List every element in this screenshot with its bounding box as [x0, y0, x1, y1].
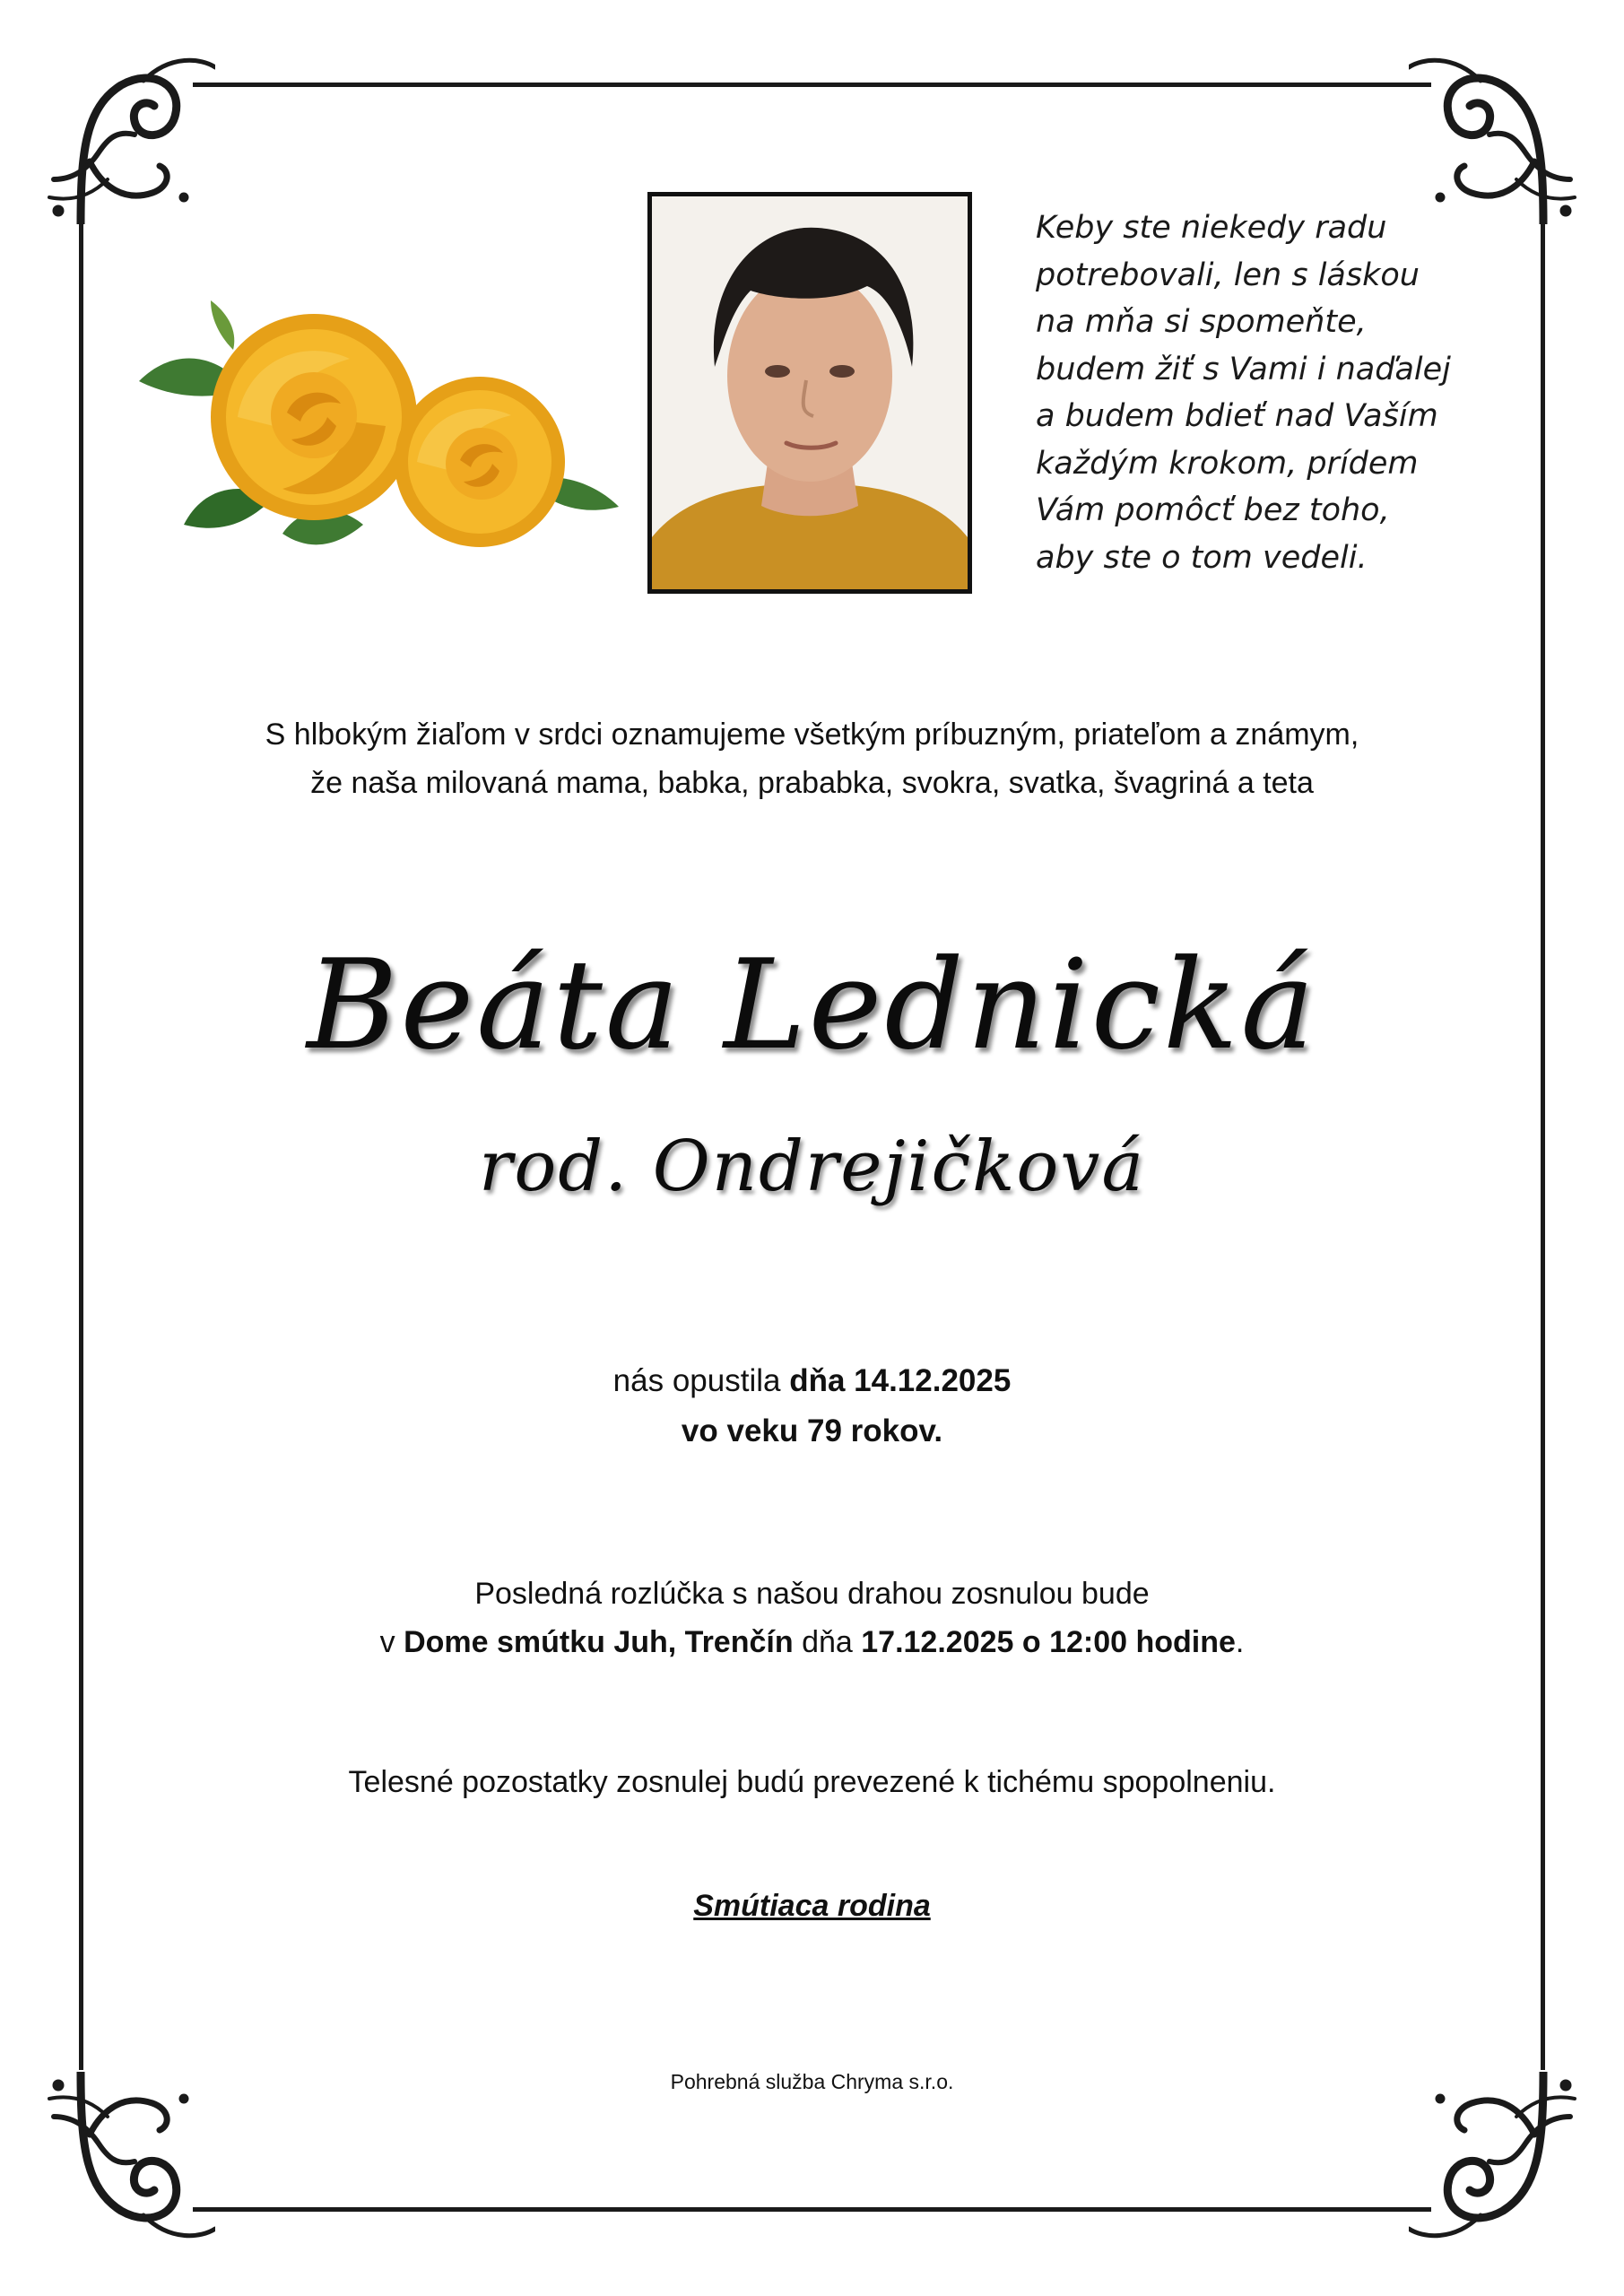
yellow-roses-image — [121, 291, 623, 578]
death-date-line — [0, 1356, 1624, 1406]
poem-line: budem žiť s Vami i naďalej — [1036, 351, 1451, 387]
corner-ornament-top-left — [36, 45, 215, 224]
death-age-text: vo veku 79 rokov. — [681, 1413, 943, 1448]
death-prefix: nás opustila — [612, 1363, 781, 1398]
intro-line-1: S hlbokým žiaľom v srdci oznamujeme všetkým príbuzným, priateľom a známym, — [265, 718, 1359, 752]
poem-line: Vám pomôcť bez toho, — [1036, 492, 1390, 528]
remains-note: Telesné pozostatky zosnulej budú prevezené k tichému spopolneniu. — [348, 1765, 1276, 1799]
corner-ornament-top-right — [1409, 45, 1588, 224]
corner-ornament-bottom-right — [1409, 2072, 1588, 2251]
poem-line: každým krokom, prídem — [1036, 445, 1419, 482]
death-date: dňa 14.12.2025 — [789, 1363, 1012, 1398]
poem-line: aby ste o tom vedeli. — [1036, 539, 1368, 576]
deceased-name: Beáta Lednická — [307, 933, 1317, 1077]
farewell-line-2 — [0, 1618, 1624, 1666]
small-rose — [395, 377, 565, 547]
farewell-place: Dome smútku Juh, Trenčín — [404, 1625, 794, 1659]
poem-line: potrebovali, len s láskou — [1036, 257, 1420, 293]
farewell-info — [0, 1570, 1624, 1666]
death-info — [0, 1356, 1624, 1457]
farewell-end: . — [1235, 1625, 1245, 1659]
farewell-dna: dňa — [802, 1625, 853, 1659]
poem — [1036, 204, 1457, 581]
frame-bottom — [193, 2207, 1431, 2212]
frame-top — [193, 83, 1431, 87]
poem-line: Keby ste niekedy radu — [1036, 210, 1387, 246]
mourning-family-signature: Smútiaca rodina — [693, 1889, 931, 1923]
farewell-line-1: Posledná rozlúčka s našou drahou zosnulou bude — [474, 1577, 1150, 1611]
maiden-name: rod. Ondrejičková — [479, 1126, 1145, 1207]
portrait-photo — [647, 192, 972, 594]
corner-ornament-bottom-left — [36, 2072, 215, 2251]
poem-line: a budem bdieť nad Vaším — [1036, 398, 1438, 434]
large-rose — [211, 314, 417, 520]
farewell-datetime: 17.12.2025 o 12:00 hodine — [861, 1625, 1236, 1659]
death-age — [0, 1406, 1624, 1457]
intro-line-2: že naša milovaná mama, babka, prababka, svokra, svatka, švagriná a teta — [310, 766, 1314, 800]
announcement-intro — [0, 710, 1624, 807]
funeral-service-footer: Pohrebná služba Chryma s.r.o. — [670, 2070, 954, 2093]
poem-line: na mňa si spomeňte, — [1036, 304, 1367, 340]
farewell-v: v — [379, 1625, 395, 1659]
